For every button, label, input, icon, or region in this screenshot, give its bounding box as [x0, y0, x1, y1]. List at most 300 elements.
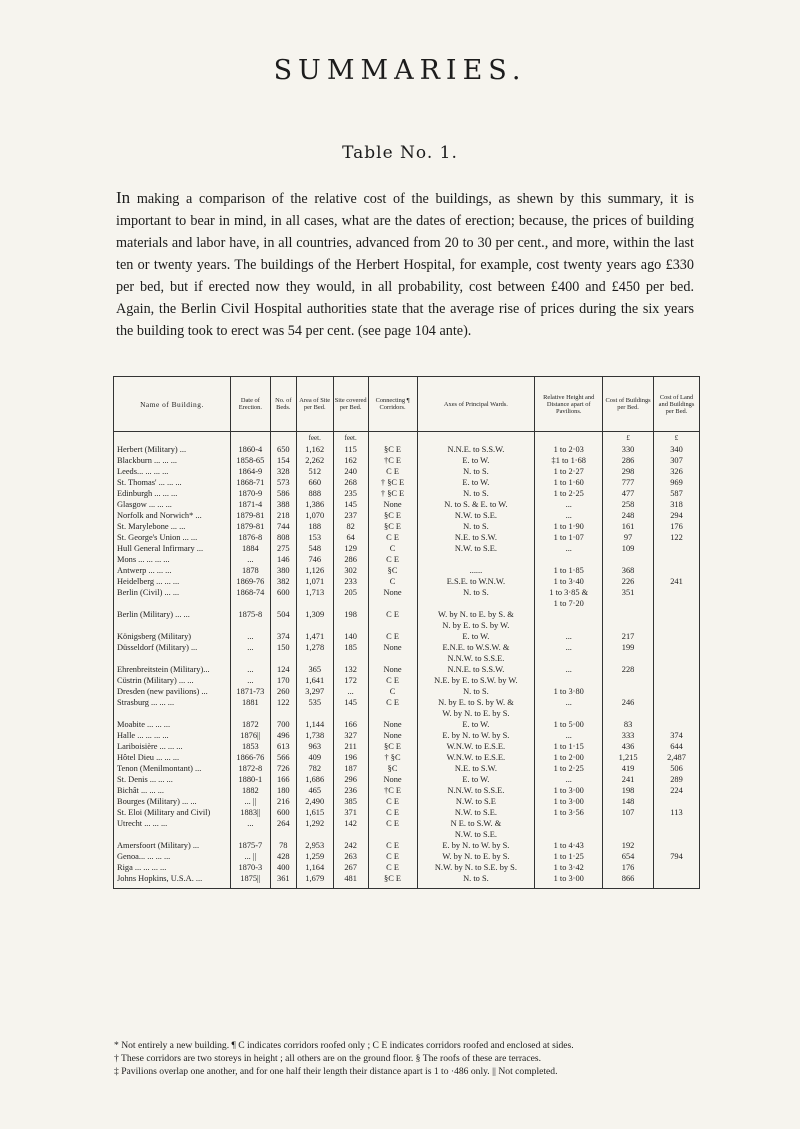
cell-height: ... — [535, 510, 603, 521]
cell-date: 1879-81 — [230, 510, 270, 521]
cell-cost-land: 241 — [654, 576, 700, 587]
cell-cost: 419 — [603, 763, 654, 774]
cell-height — [535, 708, 603, 719]
cell-beds: 428 — [270, 851, 296, 862]
table-row — [114, 774, 700, 785]
cell-axes: N.E. to S.W. — [417, 532, 535, 543]
cell-area: 1,162 — [296, 444, 333, 455]
cell-area: 660 — [296, 477, 333, 488]
cell-cost-land — [654, 697, 700, 708]
cell-name: Dresden (new pavilions) ... — [114, 686, 231, 697]
cell-corr: C E — [368, 796, 417, 807]
cell-date — [230, 598, 270, 609]
cell-beds: 808 — [270, 532, 296, 543]
cell-name: Mons ... ... ... ... — [114, 554, 231, 565]
cell-cost — [603, 818, 654, 829]
cell-name — [114, 653, 231, 664]
table-title: Table No. 1. — [342, 143, 458, 163]
cell-cost-land — [654, 631, 700, 642]
cell-cost-land: 587 — [654, 488, 700, 499]
cell-site: 233 — [333, 576, 368, 587]
cell-cost-land — [654, 664, 700, 675]
cell-height — [535, 620, 603, 631]
cell-name: Edinburgh ... ... ... — [114, 488, 231, 499]
cell-cost: 330 — [603, 444, 654, 455]
cell-cost — [603, 598, 654, 609]
cell-beds: 150 — [270, 642, 296, 653]
cell-area: 1,259 — [296, 851, 333, 862]
cell-cost-land: 326 — [654, 466, 700, 477]
table-row — [114, 598, 700, 609]
cell-corr — [368, 620, 417, 631]
cell-site: 481 — [333, 873, 368, 889]
cell-height: ... — [535, 730, 603, 741]
cell-height: 1 to 7·20 — [535, 598, 603, 609]
cell-site: 236 — [333, 785, 368, 796]
cell-corr: None — [368, 730, 417, 741]
cell-name: Amersfoort (Military) ... — [114, 840, 231, 851]
cell-height: 1 to 3·00 — [535, 873, 603, 889]
cell-beds: 400 — [270, 862, 296, 873]
cell-corr: §C E — [368, 873, 417, 889]
summary-table — [113, 376, 700, 889]
cell-area — [296, 653, 333, 664]
cell-height: 1 to 3·85 & — [535, 587, 603, 598]
cell-cost-land: 969 — [654, 477, 700, 488]
cell-date: ... — [230, 818, 270, 829]
cell-axes: N. by E. to S. by W. & — [417, 697, 535, 708]
cell-beds: 170 — [270, 675, 296, 686]
cell-axes: W. by N. to E. by S. & — [417, 609, 535, 620]
cell-date: 1869-76 — [230, 576, 270, 587]
cell-name: Berlin (Military) ... ... — [114, 609, 231, 620]
cell-name: Bourges (Military) ... ... — [114, 796, 231, 807]
cell-cost: 241 — [603, 774, 654, 785]
cell-height: 1 to 1·07 — [535, 532, 603, 543]
cell-corr: §C E — [368, 444, 417, 455]
cell-name: Antwerp ... ... ... — [114, 565, 231, 576]
cell-site: 237 — [333, 510, 368, 521]
table-row — [114, 730, 700, 741]
cell-site: 115 — [333, 444, 368, 455]
cell-date: ... || — [230, 796, 270, 807]
cell-cost-land — [654, 554, 700, 565]
cell-corr: C E — [368, 554, 417, 565]
col-name: Name of Building. — [114, 377, 231, 432]
cell-site — [333, 829, 368, 840]
cell-area: 409 — [296, 752, 333, 763]
cell-cost: 298 — [603, 466, 654, 477]
cell-beds: 382 — [270, 576, 296, 587]
cell-cost-land — [654, 796, 700, 807]
cell-beds: 573 — [270, 477, 296, 488]
cell-beds: 264 — [270, 818, 296, 829]
cell-axes: E. by N. to W. by S. — [417, 840, 535, 851]
cell-name: St. Marylebone ... ... — [114, 521, 231, 532]
cell-date: ... — [230, 554, 270, 565]
cell-cost-land: 307 — [654, 455, 700, 466]
cell-beds: 600 — [270, 807, 296, 818]
table-row — [114, 829, 700, 840]
cell-name: Genoa... ... ... ... — [114, 851, 231, 862]
cell-beds: 600 — [270, 587, 296, 598]
cell-area: 1,615 — [296, 807, 333, 818]
cell-date — [230, 620, 270, 631]
cell-beds: 744 — [270, 521, 296, 532]
cell-axes: N.N.E. to S.S.W. — [417, 444, 535, 455]
cell-axes: N.N.E. to S.S.W. — [417, 664, 535, 675]
cell-date: 1853 — [230, 741, 270, 752]
cell-beds — [270, 598, 296, 609]
cell-beds: 380 — [270, 565, 296, 576]
cell-axes: N. to S. — [417, 488, 535, 499]
cell-cost — [603, 686, 654, 697]
cell-height: 1 to 2·27 — [535, 466, 603, 477]
cell-axes: E. to W. — [417, 719, 535, 730]
cell-area: 1,471 — [296, 631, 333, 642]
cell-cost-land — [654, 840, 700, 851]
cell-date: 1866-76 — [230, 752, 270, 763]
cell-site: 240 — [333, 466, 368, 477]
table-row — [114, 741, 700, 752]
cell-cost-land — [654, 598, 700, 609]
page-heading: SUMMARIES. — [273, 55, 527, 86]
cell-cost-land: 176 — [654, 521, 700, 532]
cell-date — [230, 829, 270, 840]
cell-beds: 374 — [270, 631, 296, 642]
cell-cost-land — [654, 609, 700, 620]
cell-cost: 228 — [603, 664, 654, 675]
cell-corr: None — [368, 587, 417, 598]
cell-axes: N.E. by E. to S.W. by W. — [417, 675, 535, 686]
cell-name: Königsberg (Military) — [114, 631, 231, 642]
cell-site: 198 — [333, 609, 368, 620]
cell-height: 1 to 2·25 — [535, 763, 603, 774]
cell-cost-land — [654, 587, 700, 598]
col-axes: Axes of Principal Wards. — [417, 377, 535, 432]
cell-area: 782 — [296, 763, 333, 774]
cell-beds: 361 — [270, 873, 296, 889]
cell-name: Lariboisière ... ... ... — [114, 741, 231, 752]
table-row — [114, 675, 700, 686]
cell-corr: † §C E — [368, 477, 417, 488]
cell-site: 196 — [333, 752, 368, 763]
cell-beds: 388 — [270, 499, 296, 510]
cell-axes: E. to W. — [417, 631, 535, 642]
cell-area: 963 — [296, 741, 333, 752]
cell-name: Strasburg ... ... ... — [114, 697, 231, 708]
cell-site: 129 — [333, 543, 368, 554]
cell-date: 1864-9 — [230, 466, 270, 477]
cell-site: ... — [333, 686, 368, 697]
table-row — [114, 565, 700, 576]
table-row — [114, 587, 700, 598]
cell-site: 187 — [333, 763, 368, 774]
cell-cost-land — [654, 686, 700, 697]
cell-cost — [603, 675, 654, 686]
cell-corr: C E — [368, 840, 417, 851]
cell-height — [535, 675, 603, 686]
cell-site: 211 — [333, 741, 368, 752]
cell-site: 145 — [333, 697, 368, 708]
cell-cost: 199 — [603, 642, 654, 653]
cell-beds: 726 — [270, 763, 296, 774]
cell-height: 1 to 3·42 — [535, 862, 603, 873]
cell-name: Hull General Infirmary ... — [114, 543, 231, 554]
cell-site: 235 — [333, 488, 368, 499]
cell-beds — [270, 829, 296, 840]
cell-beds: 275 — [270, 543, 296, 554]
cell-cost — [603, 708, 654, 719]
cell-corr: † §C E — [368, 488, 417, 499]
cell-name: Johns Hopkins, U.S.A. ... — [114, 873, 231, 889]
cell-height: ... — [535, 631, 603, 642]
cell-cost: 226 — [603, 576, 654, 587]
cell-height: ‡1 to 1·68 — [535, 455, 603, 466]
cell-cost: 477 — [603, 488, 654, 499]
table-row — [114, 664, 700, 675]
cell-date: 1868-71 — [230, 477, 270, 488]
cell-axes: E. by N. to W. by S. — [417, 730, 535, 741]
cell-cost: 333 — [603, 730, 654, 741]
cell-date: 1870-9 — [230, 488, 270, 499]
cell-height: 1 to 1·25 — [535, 851, 603, 862]
cell-axes: N.W. to S.E — [417, 796, 535, 807]
cell-site: 242 — [333, 840, 368, 851]
col-area: Area of Site per Bed. — [296, 377, 333, 432]
col-beds: No. of Beds. — [270, 377, 296, 432]
cell-axes: E.S.E. to W.N.W. — [417, 576, 535, 587]
cell-name: Cüstrin (Military) ... ... — [114, 675, 231, 686]
cell-height — [535, 609, 603, 620]
cell-corr: C E — [368, 818, 417, 829]
cell-cost: 83 — [603, 719, 654, 730]
cell-height: ... — [535, 543, 603, 554]
cell-area: 153 — [296, 532, 333, 543]
cell-site: 64 — [333, 532, 368, 543]
cell-site — [333, 653, 368, 664]
cell-area: 1,309 — [296, 609, 333, 620]
cell-cost: 192 — [603, 840, 654, 851]
cell-corr: C E — [368, 609, 417, 620]
cell-cost-land: 340 — [654, 444, 700, 455]
cell-name — [114, 829, 231, 840]
cell-height: ... — [535, 697, 603, 708]
cell-corr: §C E — [368, 521, 417, 532]
cell-corr: None — [368, 499, 417, 510]
cell-axes: N. by E. to S. by W. — [417, 620, 535, 631]
cell-name: Hôtel Dieu ... ... ... — [114, 752, 231, 763]
cell-corr: C E — [368, 631, 417, 642]
cell-area: 1,071 — [296, 576, 333, 587]
cell-height: 1 to 1·85 — [535, 565, 603, 576]
cell-cost-land — [654, 543, 700, 554]
cell-cost-land — [654, 565, 700, 576]
cell-cost-land — [654, 719, 700, 730]
cell-date — [230, 653, 270, 664]
cell-site — [333, 598, 368, 609]
cell-area: 888 — [296, 488, 333, 499]
table-row — [114, 444, 700, 455]
cell-area: 1,686 — [296, 774, 333, 785]
cell-axes: N. to S. — [417, 686, 535, 697]
cell-date: 1884 — [230, 543, 270, 554]
cell-axes: N.N.W. to S.S.E. — [417, 653, 535, 664]
intro-paragraph — [116, 187, 694, 342]
cell-cost: 436 — [603, 741, 654, 752]
cell-date: 1875-7 — [230, 840, 270, 851]
cell-cost-land — [654, 620, 700, 631]
cell-cost: 286 — [603, 455, 654, 466]
cell-cost-land — [654, 862, 700, 873]
units-row — [114, 432, 700, 445]
cell-date: 1876-8 — [230, 532, 270, 543]
cell-area: 1,164 — [296, 862, 333, 873]
cell-corr: C E — [368, 862, 417, 873]
cell-site: 132 — [333, 664, 368, 675]
cell-site — [333, 620, 368, 631]
cell-date: ... — [230, 631, 270, 642]
table-row — [114, 708, 700, 719]
cell-site: 302 — [333, 565, 368, 576]
cell-name: Heidelberg ... ... ... — [114, 576, 231, 587]
cell-date — [230, 708, 270, 719]
table-row — [114, 576, 700, 587]
col-corridors: Connecting ¶ Corridors. — [368, 377, 417, 432]
col-date: Date of Erection. — [230, 377, 270, 432]
cell-corr: C — [368, 543, 417, 554]
cell-height: 1 to 3·00 — [535, 796, 603, 807]
cell-date: 1879-81 — [230, 521, 270, 532]
table-row — [114, 785, 700, 796]
cell-corr: † §C — [368, 752, 417, 763]
cell-site: 145 — [333, 499, 368, 510]
table-row — [114, 873, 700, 889]
cell-cost: 246 — [603, 697, 654, 708]
footnote: † These corridors are two storeys in height ; all others are on the ground floor. § The roofs of these are terraces. — [114, 1053, 541, 1065]
cell-name — [114, 620, 231, 631]
cell-height — [535, 653, 603, 664]
cell-name: St. Thomas' ... ... ... — [114, 477, 231, 488]
cell-name: Riga ... ... ... ... — [114, 862, 231, 873]
cell-name: Tenon (Menilmontant) ... — [114, 763, 231, 774]
cell-beds: 260 — [270, 686, 296, 697]
cell-site: 267 — [333, 862, 368, 873]
cell-axes: E. to W. — [417, 774, 535, 785]
cell-site: 162 — [333, 455, 368, 466]
cell-cost — [603, 653, 654, 664]
cell-site: 140 — [333, 631, 368, 642]
cell-beds: 216 — [270, 796, 296, 807]
table-row — [114, 752, 700, 763]
cell-height: 1 to 2·03 — [535, 444, 603, 455]
cell-height: ... — [535, 664, 603, 675]
cell-name: St. George's Union ... ... — [114, 532, 231, 543]
cell-area: 1,738 — [296, 730, 333, 741]
cell-area: 1,292 — [296, 818, 333, 829]
cell-site: 185 — [333, 642, 368, 653]
cell-cost-land: 374 — [654, 730, 700, 741]
cell-height: ... — [535, 499, 603, 510]
cell-beds — [270, 708, 296, 719]
cell-name: Blackburn ... ... ... — [114, 455, 231, 466]
cell-area: 1,386 — [296, 499, 333, 510]
cell-date: 1871-4 — [230, 499, 270, 510]
cell-name: Bichât ... ... ... — [114, 785, 231, 796]
cell-axes: N.W. to S.E. — [417, 807, 535, 818]
cell-axes: W. by N. to E. by S. — [417, 851, 535, 862]
table-row — [114, 686, 700, 697]
table-row — [114, 653, 700, 664]
cell-date: ... || — [230, 851, 270, 862]
cell-corr: C E — [368, 466, 417, 477]
cell-axes: N.N.W. to S.S.E. — [417, 785, 535, 796]
cell-beds: 650 — [270, 444, 296, 455]
cell-height: 1 to 2·00 — [535, 752, 603, 763]
cell-area: 1,126 — [296, 565, 333, 576]
table-row — [114, 642, 700, 653]
cell-corr: None — [368, 664, 417, 675]
table-row — [114, 466, 700, 477]
cell-name: St. Eloi (Military and Civil) — [114, 807, 231, 818]
cell-axes: N.W. to S.E. — [417, 829, 535, 840]
cell-site: 371 — [333, 807, 368, 818]
cell-height: 1 to 3·80 — [535, 686, 603, 697]
cell-site: 268 — [333, 477, 368, 488]
cell-axes: N.W. by N. to S.E. by S. — [417, 862, 535, 873]
cell-axes: E. to W. — [417, 455, 535, 466]
table-row — [114, 510, 700, 521]
table-row — [114, 620, 700, 631]
table-row — [114, 818, 700, 829]
cell-height: 1 to 1·15 — [535, 741, 603, 752]
cell-beds: 566 — [270, 752, 296, 763]
cell-date: 1858-65 — [230, 455, 270, 466]
cell-name: Düsseldorf (Military) ... — [114, 642, 231, 653]
cell-beds: 122 — [270, 697, 296, 708]
cell-date: 1871-73 — [230, 686, 270, 697]
cell-date: 1876|| — [230, 730, 270, 741]
cell-area: 3,297 — [296, 686, 333, 697]
cell-axes: ...... — [417, 565, 535, 576]
cell-height: 1 to 2·25 — [535, 488, 603, 499]
cell-date: 1868-74 — [230, 587, 270, 598]
cell-beds — [270, 620, 296, 631]
cell-cost: 351 — [603, 587, 654, 598]
cell-site — [333, 708, 368, 719]
cell-cost — [603, 554, 654, 565]
cell-name — [114, 598, 231, 609]
table-row — [114, 851, 700, 862]
cell-name: St. Denis ... ... ... — [114, 774, 231, 785]
cell-date: 1870-3 — [230, 862, 270, 873]
cell-height: ... — [535, 642, 603, 653]
cell-name: Berlin (Civil) ... ... — [114, 587, 231, 598]
cell-height: 1 to 5·00 — [535, 719, 603, 730]
cell-date: 1872-8 — [230, 763, 270, 774]
cell-axes: E.N.E. to W.S.W. & — [417, 642, 535, 653]
cell-site: 263 — [333, 851, 368, 862]
cell-area: 1,278 — [296, 642, 333, 653]
cell-date: ... — [230, 642, 270, 653]
cell-name: Utrecht ... ... ... — [114, 818, 231, 829]
cell-corr: †C E — [368, 785, 417, 796]
cell-cost: 654 — [603, 851, 654, 862]
cell-axes: N.W. to S.E. — [417, 510, 535, 521]
cell-area: 1,070 — [296, 510, 333, 521]
cell-cost-land: 318 — [654, 499, 700, 510]
cell-cost: 109 — [603, 543, 654, 554]
